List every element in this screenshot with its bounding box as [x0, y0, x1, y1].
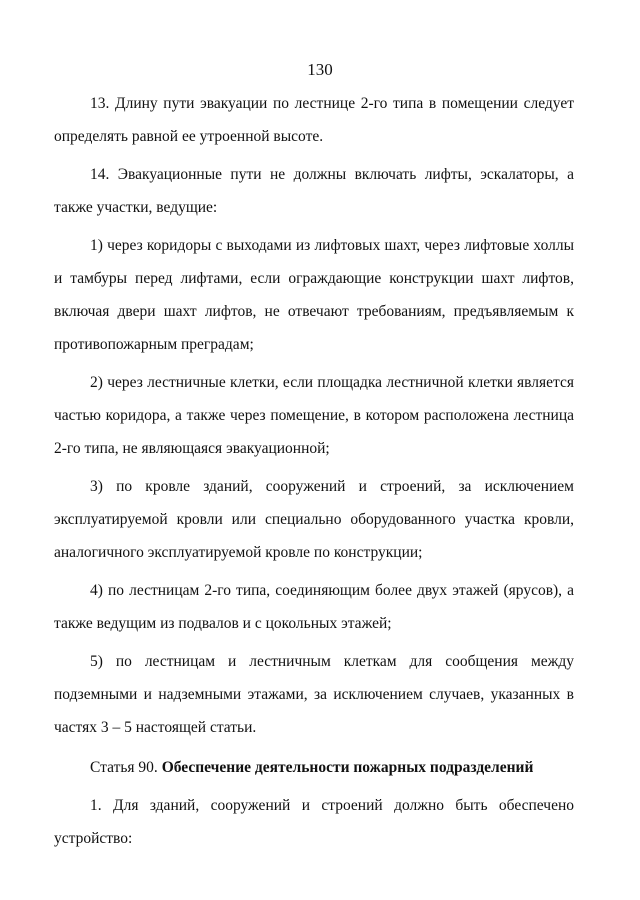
- paragraph-13: 13. Длину пути эвакуации по лестнице 2-го типа в помещении следует определять равной ее утроенной высоте.: [54, 95, 574, 145]
- article-paragraph-1: 1. Для зданий, сооружений и строений должно быть обеспечено устройство:: [54, 797, 574, 847]
- article-heading: [54, 751, 574, 784]
- list-item-2: 2) через лестничные клетки, если площадка лестничной клетки является частью коридора, а также через помещение, в котором расположена лестница 2-го типа, не являющаяся эвакуационной;: [54, 374, 574, 457]
- paragraph-14: 14. Эвакуационные пути не должны включать лифты, эскалаторы, а также участки, ведущие:: [54, 166, 574, 216]
- page-number: 130: [307, 60, 333, 79]
- article-label: Статья 90.: [90, 759, 158, 776]
- document-body: [54, 87, 574, 860]
- article-title: Обеспечение деятельности пожарных подразделений: [161, 759, 534, 776]
- list-item-1: 1) через коридоры с выходами из лифтовых шахт, через лифтовые холлы и тамбуры перед лифтами, если ограждающие конструкции шахт лифтов, включая двери шахт лифтов, не отвечают требованиям, предъявляемым к противопожарным преградам;: [54, 237, 574, 353]
- list-item-3: 3) по кровле зданий, сооружений и строений, за исключением эксплуатируемой кровли или специально оборудованного участка кровли, аналогичного эксплуатируемой кровле по конструкции;: [54, 478, 574, 561]
- list-item-4: 4) по лестницам 2-го типа, соединяющим более двух этажей (ярусов), а также ведущим из подвалов и с цокольных этажей;: [54, 582, 574, 632]
- list-item-5: 5) по лестницам и лестничным клеткам для сообщения между подземными и надземными этажами, за исключением случаев, указанных в частях 3 – 5 настоящей статьи.: [54, 653, 574, 736]
